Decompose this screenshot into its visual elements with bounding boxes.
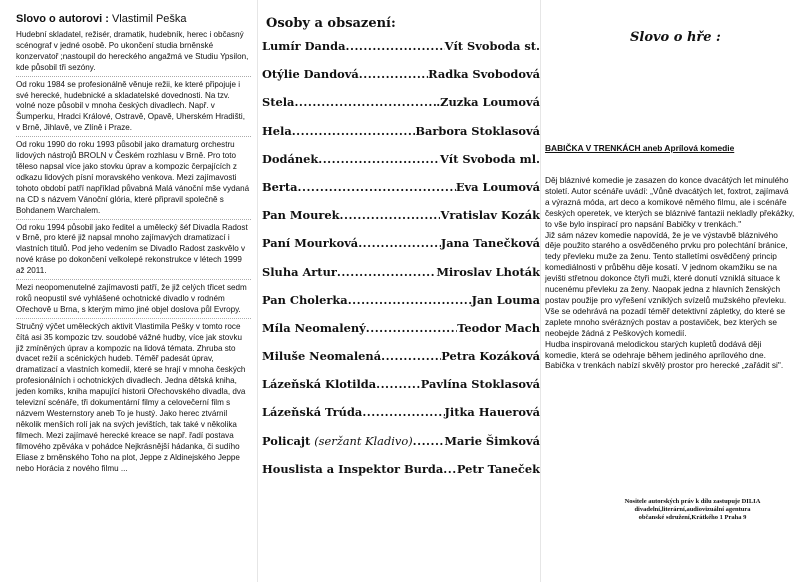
leader-dots bbox=[381, 349, 441, 363]
leader-dots bbox=[294, 95, 436, 109]
cast-role: Dodánek bbox=[262, 151, 319, 166]
cast-role: Policajt bbox=[262, 433, 311, 448]
cast-row bbox=[262, 208, 540, 236]
cast-actor: Vít Svoboda st. bbox=[444, 39, 540, 53]
cast-role: Míla Neomalený bbox=[262, 320, 366, 335]
rights-line: Nositele autorských práv k dílu zastupuje DILIA bbox=[624, 498, 761, 505]
leader-dots bbox=[298, 180, 456, 194]
author-paragraph: Od roku 1990 do roku 1993 působil jako dramaturg orchestru lidových nástrojů BROLN v Českém rozhlasu v Brně. Pro toto těleso napsal více jako stovku úprav a kompozic čerpajících z odkazu lidových písní moravského venkova. Mezi zajímavosti tohoto období patří například půvabná Malá vánoční mše vydaná na CD s názvem Vánoční glória, které připravil společně s Bohdanem Warchalem. bbox=[16, 140, 251, 219]
cast-role: Pan Cholerka bbox=[262, 292, 348, 307]
cast-row bbox=[262, 462, 540, 490]
leader-dots bbox=[358, 236, 441, 250]
cast-actor: Jana Tanečková bbox=[440, 236, 540, 251]
cast-role: Berta bbox=[262, 179, 298, 194]
cast-actor: Pavlína Stoklasová bbox=[420, 377, 540, 392]
cast-actor: Marie Šimková bbox=[444, 433, 540, 448]
cast-row bbox=[262, 95, 540, 123]
cast-row bbox=[262, 180, 540, 208]
cast-role-note: (seržant Kladivo) bbox=[314, 433, 413, 448]
cast-actor: Jitka Hauerová bbox=[444, 405, 540, 420]
leader-dots bbox=[443, 462, 457, 476]
leader-dots bbox=[359, 67, 428, 81]
cast-actor: Jan Louma bbox=[471, 292, 540, 307]
rights-line: divadelní,literární,audiovizuální agentura bbox=[634, 506, 751, 514]
cast-row bbox=[262, 124, 540, 152]
cast-row bbox=[262, 39, 540, 67]
leader-dots bbox=[337, 265, 436, 279]
fold-line bbox=[257, 0, 258, 582]
author-paragraph: Stručný výčet uměleckých aktivit Vlastimila Pešky v tomto roce čítá asi 35 kompozic tzv. soudobé vážné hudby, více jak stovku již zmíněných úprav a kompozic na lidová témata. Zhruba sto dvacet režií a scénických hudeb. Téměř padesát úprav, dramatizací a vlastních komedií, které se hrají v mnoha českých profesionálních i ochotnických divadlech. Jedna dětská kniha, jeden komiks, kniha mapující historii Ořechovského divadla, dva televizní scénáře, tři dokumentární filmy a celovečerní film s názvem Westernstory aneb To je hustý. Jako herec ztvárnil několik menších rolí jak na svých jevištích, tak také v několika filmech. Mezi zajímavé herecké kreace se např. řadí postava filmového zpěváka v pohádce Nejkrásnější hádanka, či sudího Eliase z brněnského Toho na plot, Jeppe z Aldinejského Jeppe nebo Horácia z nového filmu ... bbox=[16, 321, 246, 473]
leader-dots bbox=[376, 377, 421, 391]
play-paragraph: Hudba inspirovaná melodickou starých kupletů dodává ději komedie, která se odehraje během jediného aprílového dne. Babička v trenkách nabízí skvělý prostor pro herecké „zařádit si". bbox=[545, 338, 784, 371]
cast-actor: Vít Svoboda ml. bbox=[439, 151, 540, 166]
leader-dots bbox=[413, 434, 445, 448]
cast-row bbox=[262, 293, 540, 321]
leader-dots bbox=[362, 405, 444, 419]
cast-actor: .Zuzka Loumová bbox=[436, 95, 540, 110]
cast-row bbox=[262, 265, 540, 293]
author-heading-label: Slovo o autorovi : bbox=[16, 13, 109, 25]
author-paragraph: Od roku 1984 se profesionálně věnuje režii, ke které připojuje i své herecké, hudebnické a skladatelské dovednosti. Na tzv. volné noze působil v mnoha českých divadlech. Např. v Šumperku, Hradci Králové, Ostravě, Opavě, Uherském Hradišti, v Brně, Jihlavě, ve Zlíně i Praze. bbox=[16, 80, 251, 138]
cast-actor: Eva Loumová bbox=[455, 179, 540, 194]
leader-dots bbox=[348, 293, 472, 307]
author-heading bbox=[16, 12, 251, 26]
cast-row bbox=[262, 434, 540, 462]
cast-row bbox=[262, 236, 540, 264]
cast-role: Lázeňská Trúda bbox=[262, 405, 363, 420]
cast-row bbox=[262, 349, 540, 377]
cast-row bbox=[262, 67, 540, 95]
play-paragraph: Již sám název komedie napovídá, že je ve výstavbě bláznivého děje použito starého a osvědčeného prvku pro polechtání bránice, tedy převleku muže za ženu. Tento stalletími osvědčený princip komediálnosti v průběhu děje kosatí. V jednom okamžiku se na jevišti střetnou dokonce čtyři muži, které donutí vzniklá situace k nucenému převleku za ženy. Naopak jedna z hlavních ženských postav použije pro vyřešení vzniklých svízelů mužského převleku. Vše se odehrává na pozadí téměř detektivní zápletky, do které se zaplete mnoho svérázných postav a postaviček, bez kterých se neobejde žádná z Peškových komedií. bbox=[545, 229, 788, 338]
leader-dots bbox=[340, 208, 441, 222]
cast-row bbox=[262, 405, 540, 433]
cast-section bbox=[262, 16, 540, 490]
cast-row bbox=[262, 377, 540, 405]
cast-actor: Petr Taneček bbox=[456, 461, 540, 476]
cast-row bbox=[262, 321, 540, 349]
cast-role: Pan Mourek bbox=[262, 208, 340, 223]
cast-role: Lázeňská Klotilda bbox=[262, 377, 377, 392]
cast-role: Hela bbox=[262, 123, 292, 138]
play-title: Slovo o hře : bbox=[630, 30, 721, 45]
cast-actor: Radka Svobodová bbox=[428, 67, 540, 82]
leader-dots bbox=[366, 321, 457, 335]
play-paragraph: Děj bláznivé komedie je zasazen do konce dvacátých let minulého století. Autor scénáře uvádí: „Vůně dvacátých let, foxtrot, zajímavá a výrazná móda, art deco a komikové němého filmu, ale i scénáře českých operetek, ve kterých se bláznivé fantazii nekladly překážky, to vše bylo inspirací pro napsání Babičky v trenkách." bbox=[545, 175, 795, 229]
fold-line bbox=[540, 0, 541, 582]
cast-role: Stela bbox=[262, 95, 295, 110]
leader-dots bbox=[318, 152, 440, 166]
cast-role: Otýlie Dandová bbox=[262, 67, 359, 82]
rights-footer bbox=[595, 498, 790, 523]
cast-actor: Barbora Stoklasová bbox=[415, 123, 540, 138]
author-section bbox=[16, 12, 251, 479]
cast-role: Miluše Neomalená bbox=[262, 349, 382, 364]
cast-list bbox=[262, 39, 540, 490]
play-description bbox=[545, 175, 795, 371]
leader-dots bbox=[346, 39, 445, 53]
cast-actor: Petra Kozáková bbox=[441, 349, 540, 364]
cast-row bbox=[262, 152, 540, 180]
rights-line: občanské sdružení,Krátkého 1 Praha 9 bbox=[638, 514, 747, 522]
leader-dots bbox=[292, 124, 416, 138]
cast-actor: Vratislav Kozák bbox=[440, 208, 540, 223]
cast-title: Osoby a obsazení: bbox=[266, 16, 396, 31]
cast-actor: Miroslav Lhoták bbox=[436, 264, 540, 279]
author-paragraph: Od roku 1994 působil jako ředitel a umělecký šéf Divadla Radost v Brně, pro které již napsal mnoho zajímavých dramatizací i vlastních titulů. Pod jeho vedením se Divadlo Radost zaskvělo v nové kráse po dokončení velkolepé rekonstrukce v létech 1999 až 2011. bbox=[16, 223, 251, 281]
cast-role: Lumír Danda bbox=[262, 39, 346, 53]
author-paragraph: Mezi neopomenutelné zajímavosti patří, že již celých třicet sedm roků neopustil své vyhlášené ochotnické divadlo v rodném Ořechově u Brna, s kterým mimo jiné objel doslova půl Evropy. bbox=[16, 283, 251, 319]
cast-role: Paní Mourková bbox=[262, 236, 359, 251]
author-paragraph: Hudební skladatel, režisér, dramatik, hudebník, herec i občasný scénograf v jedné osobě. Po ukončení studia brněnské konzervatoř ;nastoupil do hereckého angažmá ve Studiu Ypsilon, kde působil tři sezóny. bbox=[16, 30, 251, 77]
play-subtitle: BABIČKA V TRENKÁCH aneb Aprílová komedie bbox=[545, 143, 735, 153]
author-name: Vlastimil Peška bbox=[111, 13, 187, 25]
cast-role: Sluha Artur bbox=[262, 264, 337, 279]
cast-role: Houslista a Inspektor Burda bbox=[262, 461, 444, 476]
cast-actor: Teodor Mach bbox=[457, 320, 540, 335]
